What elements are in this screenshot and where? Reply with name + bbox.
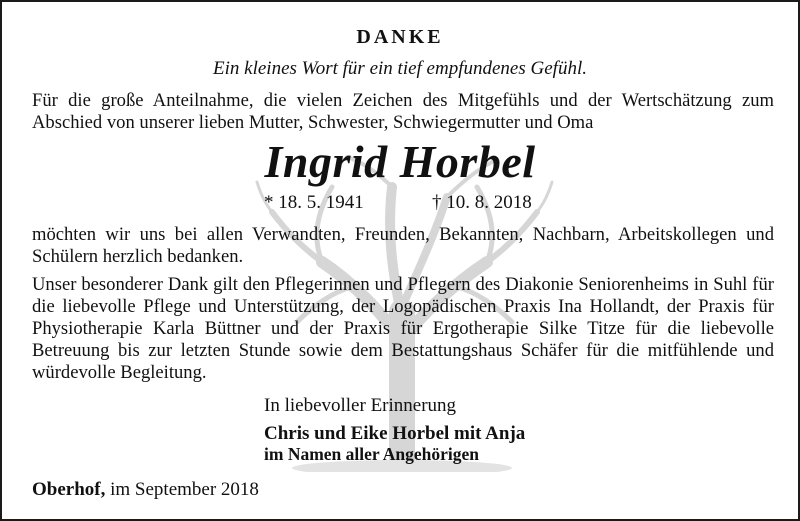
special-thanks-paragraph: Unser besonderer Dank gilt den Pflegerinnen und Pflegern des Diakonie Seniorenheims in Suhl für die liebevolle Pflege und Unterstützung, der Logopädischen Praxis Ina Hollandt, der Praxis für Physiotherapie Karla Büttner und der Praxis für Ergotherapie Silke Titze für die liebevolle Betreuung bis zur letzten Stunde sowie dem Bestattungshaus Schäfer für die mitfühlende und würdevolle Begleitung. bbox=[32, 274, 774, 383]
memory-line: In liebevoller Erinnerung bbox=[264, 395, 457, 416]
signers-line: Chris und Eike Horbel mit Anja bbox=[264, 423, 526, 444]
signers-note: im Namen aller Angehörigen bbox=[264, 444, 480, 464]
date-line: im September 2018 bbox=[105, 479, 259, 500]
subheading: Ein kleines Wort für ein tief empfundenes Gefühl. bbox=[213, 58, 587, 79]
notice-content bbox=[2, 2, 798, 519]
birth-date: * 18. 5. 1941 bbox=[264, 192, 364, 213]
death-date: † 10. 8. 2018 bbox=[432, 192, 532, 213]
place-date-line bbox=[32, 479, 259, 501]
heading: DANKE bbox=[356, 26, 444, 48]
intro-paragraph: Für die große Anteilnahme, die vielen Zeichen des Mitgefühls und der Wertschätzung zum Abschied von unserer lieben Mutter, Schwester, Schwiegermutter und Oma bbox=[32, 90, 774, 133]
place: Oberhof, bbox=[32, 479, 106, 500]
thanks-paragraph: möchten wir uns bei allen Verwandten, Freunden, Bekannten, Nachbarn, Arbeitskollegen und Schülern herzlich bedanken. bbox=[32, 224, 774, 267]
deceased-name: Ingrid Horbel bbox=[264, 136, 536, 187]
